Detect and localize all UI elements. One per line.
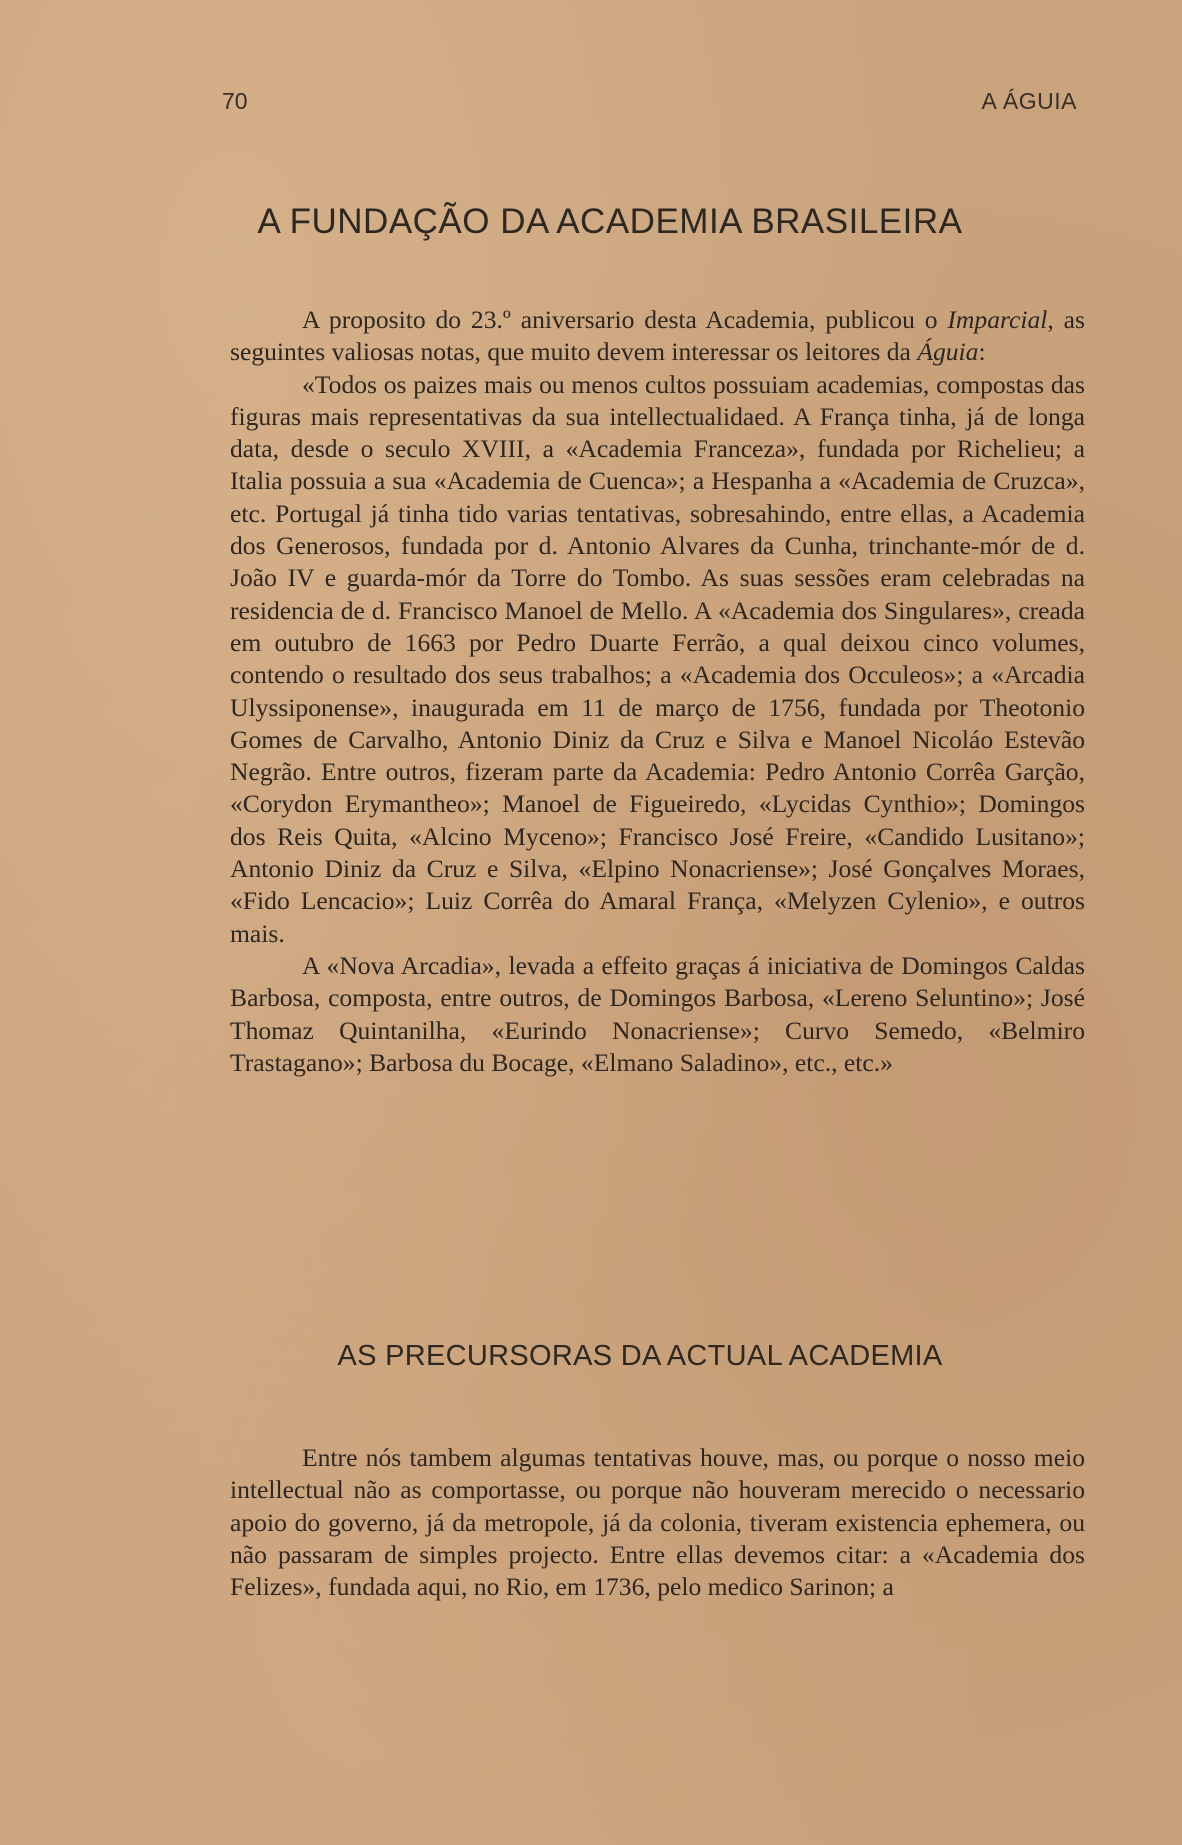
- section-body-fundacao: [230, 304, 1085, 1079]
- page-header: [222, 88, 1077, 118]
- section-body-precursoras: [230, 1442, 1085, 1603]
- body-paragraph: «Todos os paizes mais ou menos cultos possuiam academias, compostas das figuras mais representativas da sua intellectualidaed. A França tinha, já de longa data, desde o seculo XVIII, a «Academia Franceza», fundada por Richelieu; a Italia possuia a sua «Academia de Cuenca»; a Hespanha a «Academia de Cruzca», etc. Portugal já tinha tido varias tentativas, sobresahindo, entre ellas, a Academia dos Generosos, fundada por d. Antonio Alvares da Cunha, trinchante-mór de d. João IV e guarda-mór da Torre do Tombo. As suas sessões eram celebradas na residencia de d. Francisco Manoel de Mello. A «Academia dos Singulares», creada em outubro de 1663 por Pedro Duarte Ferrão, a qual deixou cinco volumes, contendo o resultado dos seus trabalhos; a «Academia dos Occuleos»; a «Arcadia Ulyssiponense», inaugurada em 11 de março de 1756, fundada por Theotonio Gomes de Carvalho, Antonio Diniz da Cruz e Silva e Manoel Nicoláo Estevão Negrão. Entre outros, fizeram parte da Academia: Pedro Antonio Corrêa Garção, «Corydon Erymantheo»; Manoel de Figueiredo, «Lycidas Cynthio»; Domingos dos Reis Quita, «Alcino Myceno»; Francisco José Freire, «Candido Lusitano»; Antonio Diniz da Cruz e Silva, «Elpino Nonacriense»; José Gonçalves Moraes, «Fido Lencacio»; Luiz Corrêa do Amaral França, «Melyzen Cylenio», e outros mais.: [230, 369, 1085, 948]
- section-title-fundacao: A FUNDAÇÃO DA ACADEMIA BRASILEIRA: [257, 202, 963, 241]
- intro-text-after: :: [978, 337, 986, 367]
- section-title-precursoras: AS PRECURSORAS DA ACTUAL ACADEMIA: [337, 1340, 943, 1372]
- intro-text-middle: , as seguintes valiosas notas, que muito devem interessar os leitores da: [230, 305, 1085, 367]
- magazine-name: Águia: [917, 337, 979, 367]
- intro-paragraph: [230, 304, 1085, 369]
- newspaper-name: Imparcial: [947, 305, 1048, 334]
- running-title: A ÁGUIA: [981, 88, 1077, 114]
- intro-text-before: A proposito do 23.º aniversario desta Academia, publicou o: [302, 305, 948, 334]
- page-number: 70: [222, 88, 248, 114]
- body-paragraph: A «Nova Arcadia», levada a effeito graças á iniciativa de Domingos Caldas Barbosa, composta, entre outros, de Domingos Barbosa, «Lereno Seluntino»; José Thomaz Quintanilha, «Eurindo Nonacriense»; Curvo Semedo, «Belmiro Trastagano»; Barbosa du Bocage, «Elmano Saladino», etc., etc.»: [230, 950, 1085, 1077]
- body-paragraph: Entre nós tambem algumas tentativas houve, mas, ou porque o nosso meio intellectual não as comportasse, ou porque não houveram merecido o necessario apoio do governo, já da metropole, já da colonia, tiveram existencia ephemera, ou não passaram de simples projecto. Entre ellas devemos citar: a «Academia dos Felizes», fundada aqui, no Rio, em 1736, pelo medico Sarinon; a: [230, 1443, 1085, 1602]
